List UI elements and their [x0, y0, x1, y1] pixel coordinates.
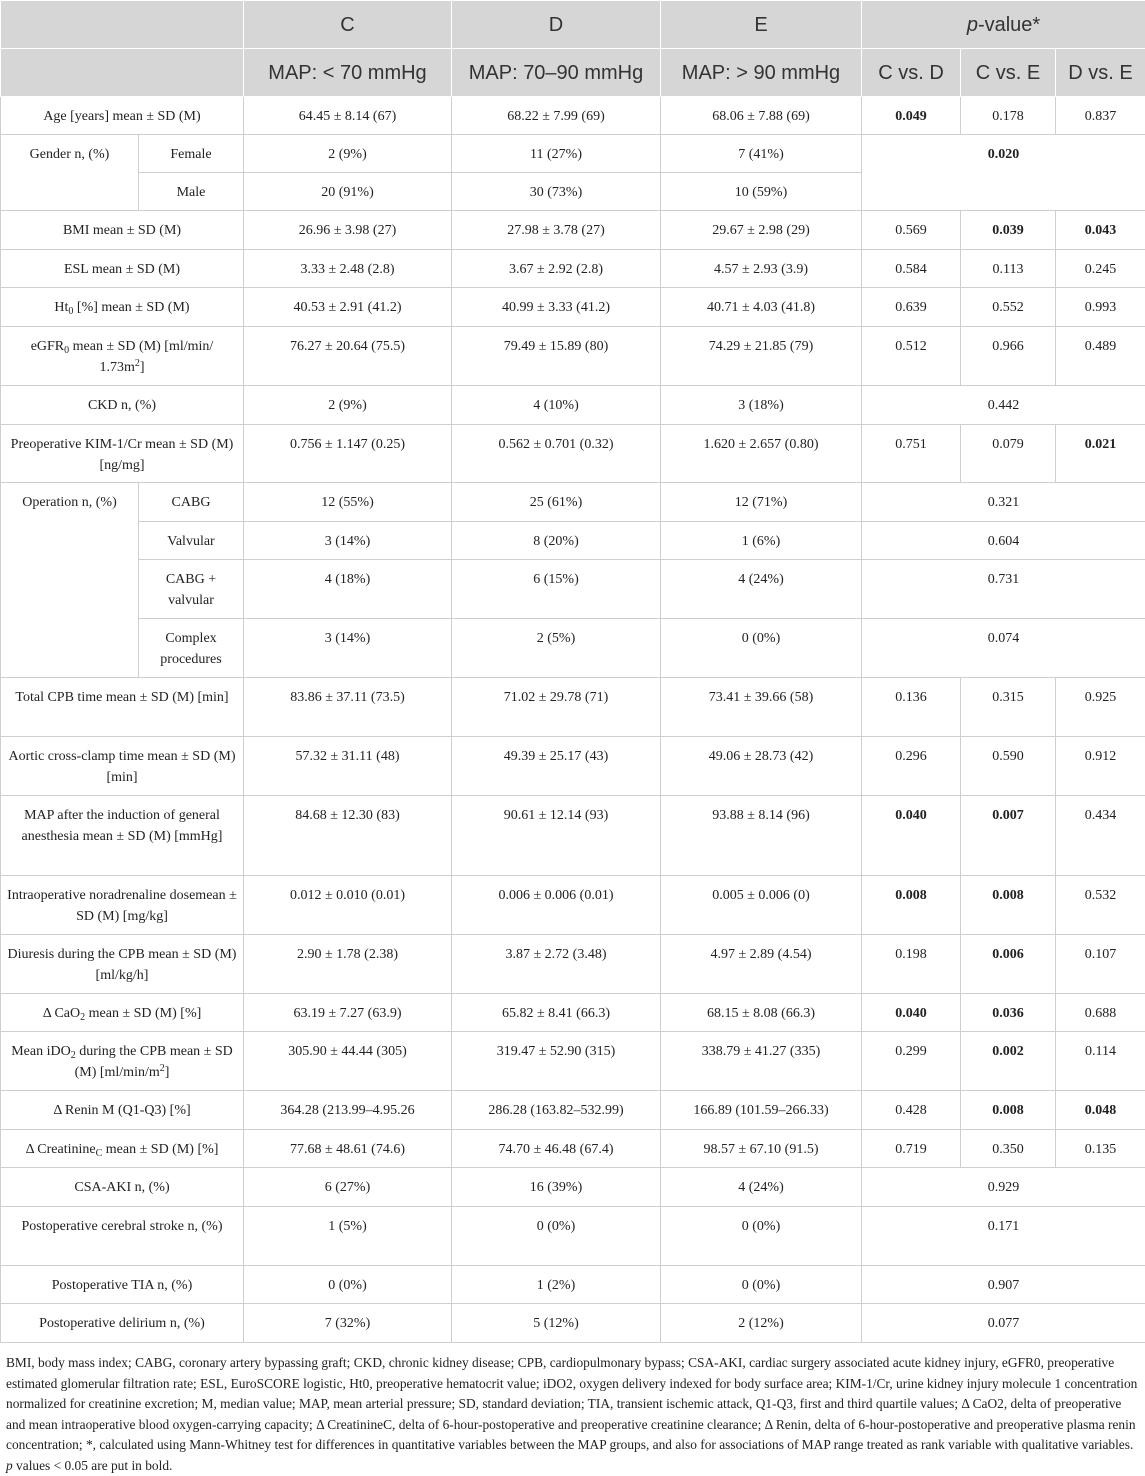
cell-d: 90.61 ± 12.14 (93) [452, 796, 661, 876]
cell-p-ce: 0.552 [961, 288, 1056, 327]
sub-label: CABG [139, 483, 244, 522]
cell-p-de: 0.912 [1056, 737, 1145, 796]
cell-c: 26.96 ± 3.98 (27) [244, 211, 452, 250]
table-row [1, 796, 1145, 876]
cell-e: 0 (0%) [661, 619, 862, 678]
cell-p-ce: 0.079 [961, 425, 1056, 483]
cell-d: 2 (5%) [452, 619, 661, 678]
cell-c: 84.68 ± 12.30 (83) [244, 796, 452, 876]
sub-label: Male [139, 173, 244, 211]
header-map-d: MAP: 70–90 mmHg [452, 49, 661, 97]
table-row [1, 994, 1145, 1032]
cell-p: 0.171 [862, 1207, 1145, 1266]
row-label [1, 1130, 244, 1168]
sub-label: Female [139, 135, 244, 173]
cell-p-cd: 0.639 [862, 288, 961, 327]
cell-e: 7 (41%) [661, 135, 862, 173]
header-cmp-ce: C vs. E [961, 49, 1056, 97]
cell-c: 83.86 ± 37.11 (73.5) [244, 678, 452, 737]
table-row [1, 1130, 1145, 1168]
label-sub: 2 [71, 1050, 76, 1061]
table-row [1, 1168, 1145, 1207]
cell-e: 10 (59%) [661, 173, 862, 211]
cell-p-de: 0.688 [1056, 994, 1145, 1032]
cell-e: 1.620 ± 2.657 (0.80) [661, 425, 862, 483]
header-map-e: MAP: > 90 mmHg [661, 49, 862, 97]
cell-p: 0.442 [862, 386, 1145, 425]
table-row [1, 560, 1145, 619]
header-map-c: MAP: < 70 mmHg [244, 49, 452, 97]
cell-p: 0.077 [862, 1304, 1145, 1343]
cell-p-de: 0.043 [1056, 211, 1145, 250]
cell-e: 166.89 (101.59–266.33) [661, 1091, 862, 1130]
cell-d: 4 (10%) [452, 386, 661, 425]
cell-e: 338.79 ± 41.27 (335) [661, 1032, 862, 1091]
header-pvalue-rest: -value* [978, 14, 1040, 36]
cell-e: 74.29 ± 21.85 (79) [661, 327, 862, 386]
cell-p-ce: 0.006 [961, 935, 1056, 994]
cell-p-cd: 0.040 [862, 796, 961, 876]
cell-p-ce: 0.590 [961, 737, 1056, 796]
cell-p-cd: 0.040 [862, 994, 961, 1032]
cell-p-ce: 0.039 [961, 211, 1056, 250]
cell-d: 40.99 ± 3.33 (41.2) [452, 288, 661, 327]
cell-c: 4 (18%) [244, 560, 452, 619]
cell-d: 11 (27%) [452, 135, 661, 173]
row-label [1, 1032, 244, 1091]
label-part: Ht [54, 300, 68, 315]
row-label: Postoperative cerebral stroke n, (%) [1, 1207, 244, 1266]
cell-p-ce: 0.002 [961, 1032, 1056, 1091]
cell-p-ce: 0.007 [961, 796, 1056, 876]
header-pvalue-italic: p [967, 14, 978, 36]
label-sup: 2 [160, 1063, 165, 1074]
header-group-c: C [244, 1, 452, 49]
sub-label: Valvular [139, 522, 244, 560]
footnote-p-italic: p [6, 1458, 13, 1473]
label-part: mean ± SD (M) [%] [102, 1142, 218, 1157]
cell-e: 98.57 ± 67.10 (91.5) [661, 1130, 862, 1168]
cell-e: 3 (18%) [661, 386, 862, 425]
cell-c: 76.27 ± 20.64 (75.5) [244, 327, 452, 386]
cell-e: 4.57 ± 2.93 (3.9) [661, 250, 862, 288]
label-part: mean ± SD (M) [ml/min/ 1.73m [69, 339, 213, 375]
row-label: Total CPB time mean ± SD (M) [min] [1, 678, 244, 737]
cell-p: 0.907 [862, 1266, 1145, 1304]
row-label: Preoperative KIM-1/Cr mean ± SD (M) [ng/mg] [1, 425, 244, 483]
cell-p-de: 0.925 [1056, 678, 1145, 737]
cell-p-de: 0.135 [1056, 1130, 1145, 1168]
label-sub: 0 [68, 306, 73, 317]
header-pvalue [862, 1, 1145, 49]
cell-d: 319.47 ± 52.90 (315) [452, 1032, 661, 1091]
table-row [1, 386, 1145, 425]
row-label: Aortic cross-clamp time mean ± SD (M) [min] [1, 737, 244, 796]
sub-label: CABG + valvular [139, 560, 244, 619]
cell-d: 25 (61%) [452, 483, 661, 522]
row-label: Postoperative TIA n, (%) [1, 1266, 244, 1304]
cell-c: 364.28 (213.99–4.95.26 [244, 1091, 452, 1130]
cell-p: 0.074 [862, 619, 1145, 678]
cell-c: 2.90 ± 1.78 (2.38) [244, 935, 452, 994]
footnote-tail: values < 0.05 are put in bold. [13, 1458, 173, 1473]
cell-c: 1 (5%) [244, 1207, 452, 1266]
sub-label: Complex procedures [139, 619, 244, 678]
cell-c: 40.53 ± 2.91 (41.2) [244, 288, 452, 327]
cell-d: 0 (0%) [452, 1207, 661, 1266]
row-label [1, 288, 244, 327]
cell-e: 0 (0%) [661, 1207, 862, 1266]
cell-p-cd: 0.569 [862, 211, 961, 250]
row-label: Age [years] mean ± SD (M) [1, 97, 244, 135]
cell-p-cd: 0.049 [862, 97, 961, 135]
cell-p-ce: 0.178 [961, 97, 1056, 135]
header-cmp-cd: C vs. D [862, 49, 961, 97]
cell-p: 0.929 [862, 1168, 1145, 1207]
cell-d: 65.82 ± 8.41 (66.3) [452, 994, 661, 1032]
table-row [1, 1091, 1145, 1130]
label-part: [%] mean ± SD (M) [73, 300, 189, 315]
cell-e: 12 (71%) [661, 483, 862, 522]
table-row [1, 135, 1145, 173]
cell-p-de: 0.107 [1056, 935, 1145, 994]
cell-p-ce: 0.966 [961, 327, 1056, 386]
cell-p: 0.604 [862, 522, 1145, 560]
cell-d: 16 (39%) [452, 1168, 661, 1207]
table-row [1, 327, 1145, 386]
cell-d: 3.87 ± 2.72 (3.48) [452, 935, 661, 994]
cell-p-de: 0.434 [1056, 796, 1145, 876]
cell-e: 93.88 ± 8.14 (96) [661, 796, 862, 876]
cell-d: 0.006 ± 0.006 (0.01) [452, 876, 661, 935]
footnote-main: BMI, body mass index; CABG, coronary artery bypassing graft; CKD, chronic kidney disease; CPB, cardiopulmonary bypass; CSA-AKI, cardiac surgery associated acute kidney injury, eGFR0, preoperative estimated glomerular filtration rate; ESL, EuroSCORE logistic, Ht0, preoperative hematocrit value; iDO2, oxygen delivery indexed for body surface area; KIM-1/Cr, urine kidney injury molecule 1 concentration normalized for creatinine excretion; M, median value; MAP, mean arterial pressure; SD, standard deviation; TIA, transient ischemic attack, Q1-Q3, first and third quartile values; Δ CaO2, delta of preoperative and mean intraoperative blood oxygen-carrying capacity; Δ CreatinineC, delta of 6-hour-postoperative and preoperative creatinine clearance; Δ Renin, delta of 6-hour-postoperative and preoperative plasma renin concentration; *, calculated using Mann-Whitney test for differences in quantitative variables between the MAP groups, and also for associations of MAP range treated as rank variable with qualitative variables. [6, 1355, 1137, 1452]
table-row [1, 483, 1145, 522]
cell-e: 73.41 ± 39.66 (58) [661, 678, 862, 737]
row-label: ESL mean ± SD (M) [1, 250, 244, 288]
header-blank [1, 1, 244, 49]
cell-c: 0.012 ± 0.010 (0.01) [244, 876, 452, 935]
table-row [1, 1266, 1145, 1304]
cell-c: 77.68 ± 48.61 (74.6) [244, 1130, 452, 1168]
cell-e: 0 (0%) [661, 1266, 862, 1304]
cell-c: 63.19 ± 7.27 (63.9) [244, 994, 452, 1032]
cell-p-ce: 0.036 [961, 994, 1056, 1032]
row-label: Postoperative delirium n, (%) [1, 1304, 244, 1343]
cell-e: 29.67 ± 2.98 (29) [661, 211, 862, 250]
cell-d: 3.67 ± 2.92 (2.8) [452, 250, 661, 288]
cell-d: 8 (20%) [452, 522, 661, 560]
cell-p-cd: 0.719 [862, 1130, 961, 1168]
cell-d: 286.28 (163.82–532.99) [452, 1091, 661, 1130]
row-label: Diuresis during the CPB mean ± SD (M) [ml/kg/h] [1, 935, 244, 994]
cell-d: 27.98 ± 3.78 (27) [452, 211, 661, 250]
cell-e: 68.06 ± 7.88 (69) [661, 97, 862, 135]
row-label: MAP after the induction of general anesthesia mean ± SD (M) [mmHg] [1, 796, 244, 876]
cell-e: 4 (24%) [661, 1168, 862, 1207]
table-row [1, 1207, 1145, 1266]
row-label: Gender n, (%) [1, 135, 139, 211]
label-part: Δ CaO [43, 1006, 80, 1021]
table-row [1, 1304, 1145, 1343]
cell-c: 57.32 ± 31.11 (48) [244, 737, 452, 796]
table-row [1, 97, 1145, 135]
table-row [1, 211, 1145, 250]
table-footnote [0, 1343, 1145, 1476]
cell-d: 6 (15%) [452, 560, 661, 619]
label-sub: C [96, 1148, 103, 1159]
row-label: CSA-AKI n, (%) [1, 1168, 244, 1207]
cell-p-de: 0.837 [1056, 97, 1145, 135]
cell-p-cd: 0.299 [862, 1032, 961, 1091]
cell-d: 30 (73%) [452, 173, 661, 211]
cell-d: 71.02 ± 29.78 (71) [452, 678, 661, 737]
cell-d: 49.39 ± 25.17 (43) [452, 737, 661, 796]
cell-e: 68.15 ± 8.08 (66.3) [661, 994, 862, 1032]
cell-e: 4.97 ± 2.89 (4.54) [661, 935, 862, 994]
cell-d: 68.22 ± 7.99 (69) [452, 97, 661, 135]
cell-c: 6 (27%) [244, 1168, 452, 1207]
cell-c: 0 (0%) [244, 1266, 452, 1304]
cell-c: 0.756 ± 1.147 (0.25) [244, 425, 452, 483]
cell-c: 2 (9%) [244, 386, 452, 425]
cell-d: 5 (12%) [452, 1304, 661, 1343]
cell-p-cd: 0.751 [862, 425, 961, 483]
label-sub: 2 [80, 1012, 85, 1023]
table-row [1, 619, 1145, 678]
cell-c: 3 (14%) [244, 522, 452, 560]
cell-e: 1 (6%) [661, 522, 862, 560]
cell-p-ce: 0.008 [961, 876, 1056, 935]
header-group-d: D [452, 1, 661, 49]
label-part: Δ Creatinine [26, 1142, 96, 1157]
header-row-groups [1, 1, 1145, 49]
cell-c: 3 (14%) [244, 619, 452, 678]
cell-c: 7 (32%) [244, 1304, 452, 1343]
table-row [1, 935, 1145, 994]
cell-p-cd: 0.512 [862, 327, 961, 386]
label-part: mean ± SD (M) [%] [85, 1006, 201, 1021]
cell-e: 0.005 ± 0.006 (0) [661, 876, 862, 935]
cell-p: 0.321 [862, 483, 1145, 522]
row-label: CKD n, (%) [1, 386, 244, 425]
cell-p-cd: 0.198 [862, 935, 961, 994]
cell-d: 74.70 ± 46.48 (67.4) [452, 1130, 661, 1168]
cell-p-de: 0.245 [1056, 250, 1145, 288]
table-row [1, 1032, 1145, 1091]
cell-p-de: 0.114 [1056, 1032, 1145, 1091]
cell-e: 4 (24%) [661, 560, 862, 619]
label-sub: 0 [64, 345, 69, 356]
row-label: Intraoperative noradrenaline dosemean ± SD (M) [mg/kg] [1, 876, 244, 935]
label-part: during the CPB mean ± SD (M) [ml/min/m [75, 1044, 233, 1080]
table-row [1, 876, 1145, 935]
cell-p-ce: 0.350 [961, 1130, 1056, 1168]
cell-c: 3.33 ± 2.48 (2.8) [244, 250, 452, 288]
cell-e: 40.71 ± 4.03 (41.8) [661, 288, 862, 327]
cell-p-de: 0.489 [1056, 327, 1145, 386]
cell-p-cd: 0.136 [862, 678, 961, 737]
cell-e: 49.06 ± 28.73 (42) [661, 737, 862, 796]
header-cmp-de: D vs. E [1056, 49, 1145, 97]
cell-p-cd: 0.428 [862, 1091, 961, 1130]
label-sup: 2 [135, 358, 140, 369]
cell-p-cd: 0.296 [862, 737, 961, 796]
row-label: BMI mean ± SD (M) [1, 211, 244, 250]
cell-p-de: 0.532 [1056, 876, 1145, 935]
cell-c: 305.90 ± 44.44 (305) [244, 1032, 452, 1091]
cell-p-cd: 0.008 [862, 876, 961, 935]
cell-p-de: 0.021 [1056, 425, 1145, 483]
cell-p-ce: 0.113 [961, 250, 1056, 288]
cell-p: 0.020 [862, 135, 1145, 211]
label-part: ] [140, 360, 145, 375]
cell-c: 20 (91%) [244, 173, 452, 211]
table-row [1, 425, 1145, 483]
header-row-ranges [1, 49, 1145, 97]
row-label: Δ Renin M (Q1-Q3) [%] [1, 1091, 244, 1130]
cell-c: 64.45 ± 8.14 (67) [244, 97, 452, 135]
row-label: Operation n, (%) [1, 483, 139, 678]
label-part: ] [165, 1065, 170, 1080]
row-label [1, 994, 244, 1032]
table-row [1, 288, 1145, 327]
cell-c: 12 (55%) [244, 483, 452, 522]
label-part: eGFR [31, 339, 64, 354]
cell-d: 79.49 ± 15.89 (80) [452, 327, 661, 386]
cell-e: 2 (12%) [661, 1304, 862, 1343]
cell-d: 0.562 ± 0.701 (0.32) [452, 425, 661, 483]
cell-p-de: 0.048 [1056, 1091, 1145, 1130]
header-group-e: E [661, 1, 862, 49]
cell-c: 2 (9%) [244, 135, 452, 173]
cell-p-ce: 0.008 [961, 1091, 1056, 1130]
cell-p-cd: 0.584 [862, 250, 961, 288]
table-row [1, 737, 1145, 796]
cell-p-de: 0.993 [1056, 288, 1145, 327]
table-row [1, 678, 1145, 737]
cell-d: 1 (2%) [452, 1266, 661, 1304]
cell-p: 0.731 [862, 560, 1145, 619]
cell-p-ce: 0.315 [961, 678, 1056, 737]
header-blank-2 [1, 49, 244, 97]
table-row [1, 522, 1145, 560]
table-row [1, 250, 1145, 288]
row-label [1, 327, 244, 386]
label-part: Mean iDO [11, 1044, 71, 1059]
